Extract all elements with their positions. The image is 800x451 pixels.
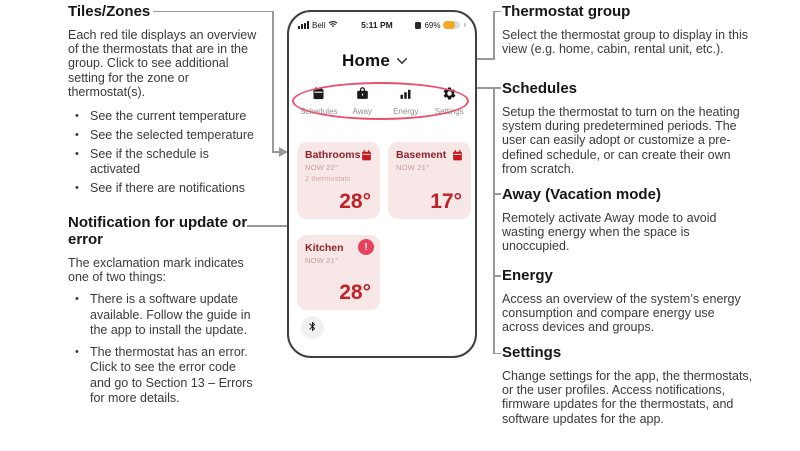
connector-trunk-line bbox=[493, 87, 495, 354]
section-heading: Thermostat group bbox=[502, 3, 631, 20]
list-item bbox=[75, 147, 260, 175]
schedule-calendar-icon bbox=[360, 149, 373, 167]
list-item bbox=[75, 109, 260, 123]
left-annotations bbox=[68, 3, 260, 200]
notification-heading: Notification for update or error bbox=[68, 214, 248, 248]
bar-chart-icon bbox=[398, 86, 413, 101]
nav-label: Away bbox=[352, 107, 372, 116]
tile-name: Bathrooms bbox=[305, 149, 361, 161]
notification-bullet-list bbox=[68, 292, 260, 407]
briefcase-icon bbox=[355, 86, 370, 101]
tile-name: Kitchen bbox=[305, 242, 344, 254]
tile-now-temp: NOW 22° bbox=[305, 163, 339, 172]
tile-now-temp: NOW 21° bbox=[305, 256, 339, 265]
tile-kitchen[interactable] bbox=[297, 235, 380, 310]
tile-set-temp: 17° bbox=[430, 190, 462, 213]
tile-thermostat-count: 2 thermostats bbox=[305, 174, 351, 183]
connector-energy-dash bbox=[493, 275, 501, 277]
section-thermostat-group bbox=[502, 3, 780, 56]
bullet-text: • See if the schedule is activated bbox=[90, 147, 209, 176]
list-item bbox=[75, 345, 260, 407]
tile-set-temp: 28° bbox=[339, 190, 371, 213]
section-body: Select the thermostat group to display in this view (e.g. home, cabin, rental unit, etc.). bbox=[502, 28, 748, 57]
connector-group-line bbox=[493, 11, 495, 60]
thermostat-group-selector[interactable] bbox=[289, 50, 461, 72]
group-title: Home bbox=[341, 51, 391, 70]
status-glyph-icon bbox=[415, 22, 421, 29]
notification-annotation bbox=[68, 214, 260, 411]
section-away bbox=[502, 186, 780, 254]
error-notification-badge[interactable] bbox=[358, 239, 374, 255]
section-schedules bbox=[502, 80, 780, 176]
connector-settings-dash bbox=[493, 353, 501, 355]
bluetooth-icon bbox=[307, 319, 318, 337]
tile-set-temp: 28° bbox=[339, 281, 371, 304]
bullet-text: • The thermostat has an error. Click to see the error code and go to Section 13 – Errors for more details. bbox=[90, 344, 253, 406]
list-item bbox=[75, 128, 260, 142]
notification-body: The exclamation mark indicates one of two things: bbox=[68, 256, 244, 285]
wifi-icon bbox=[328, 20, 338, 30]
nav-row bbox=[297, 86, 471, 116]
nav-item-settings[interactable] bbox=[428, 86, 472, 116]
calendar-icon bbox=[311, 86, 326, 101]
tiles-zones-heading: Tiles/Zones bbox=[68, 3, 151, 20]
bullet-text: • There is a software update available. Follow the guide in the app to install the update. bbox=[90, 292, 251, 338]
chevron-down-icon bbox=[396, 52, 408, 70]
nav-item-energy[interactable] bbox=[384, 86, 428, 116]
exclamation-icon: ! bbox=[364, 241, 368, 253]
gear-icon bbox=[442, 86, 457, 101]
connector-schedules-dash bbox=[493, 87, 501, 89]
tiles-zones-bullet-list bbox=[68, 109, 260, 195]
section-body: Setup the thermostat to turn on the heating system during predetermined periods. The user can easily adopt or customize a pre-defined schedule, or can create their own from scratch. bbox=[502, 105, 740, 176]
section-heading: Energy bbox=[502, 267, 553, 284]
section-body: Change settings for the app, the thermostats, or the user profiles. Access notifications, firmware updates for the thermostats, and software updates for the app. bbox=[502, 369, 753, 426]
battery-icon bbox=[443, 21, 460, 30]
tile-bathrooms[interactable] bbox=[297, 142, 380, 219]
section-body: Remotely activate Away mode to avoid wasting energy when the space is unoccupied. bbox=[502, 211, 717, 254]
battery-percent-label: 69% bbox=[424, 20, 441, 30]
status-bar bbox=[298, 19, 466, 31]
tile-basement[interactable] bbox=[388, 142, 471, 219]
bullet-text: • See the current temperature bbox=[90, 109, 247, 124]
cell-signal-icon bbox=[298, 21, 309, 29]
battery-nub bbox=[464, 23, 466, 27]
status-left bbox=[298, 20, 338, 30]
clock-label: 5:11 PM bbox=[361, 20, 393, 30]
section-heading: Away (Vacation mode) bbox=[502, 186, 661, 203]
nav-label: Settings bbox=[434, 107, 464, 116]
phone-mockup bbox=[287, 10, 477, 358]
section-settings bbox=[502, 344, 780, 426]
nav-item-schedules[interactable] bbox=[297, 86, 341, 116]
connector-tiles-line bbox=[153, 11, 273, 13]
section-energy bbox=[502, 267, 780, 335]
carrier-label: Bell bbox=[312, 20, 326, 30]
tiles-zones-body: Each red tile displays an overview of the thermostats that are in the group. Click to see additional setting for the zone or thermostat(s). bbox=[68, 28, 257, 99]
nav-label: Schedules bbox=[300, 107, 338, 116]
tile-now-temp: NOW 21° bbox=[396, 163, 430, 172]
list-item bbox=[75, 292, 260, 339]
connector-away-dash bbox=[493, 193, 501, 195]
nav-label: Energy bbox=[393, 107, 419, 116]
bullet-text: • See if there are notifications bbox=[90, 180, 245, 195]
tile-name: Basement bbox=[396, 149, 447, 161]
bullet-text: • See the selected temperature bbox=[90, 128, 254, 143]
section-heading: Schedules bbox=[502, 80, 578, 97]
schedule-calendar-icon bbox=[451, 149, 464, 167]
bluetooth-button[interactable] bbox=[301, 316, 324, 339]
status-right bbox=[415, 21, 466, 30]
section-body: Access an overview of the system’s energy consumption and compare energy use across devices and groups. bbox=[502, 292, 741, 335]
nav-item-away[interactable] bbox=[341, 86, 385, 116]
list-item bbox=[75, 181, 260, 195]
connector-tiles-line bbox=[272, 11, 274, 153]
section-heading: Settings bbox=[502, 344, 562, 361]
